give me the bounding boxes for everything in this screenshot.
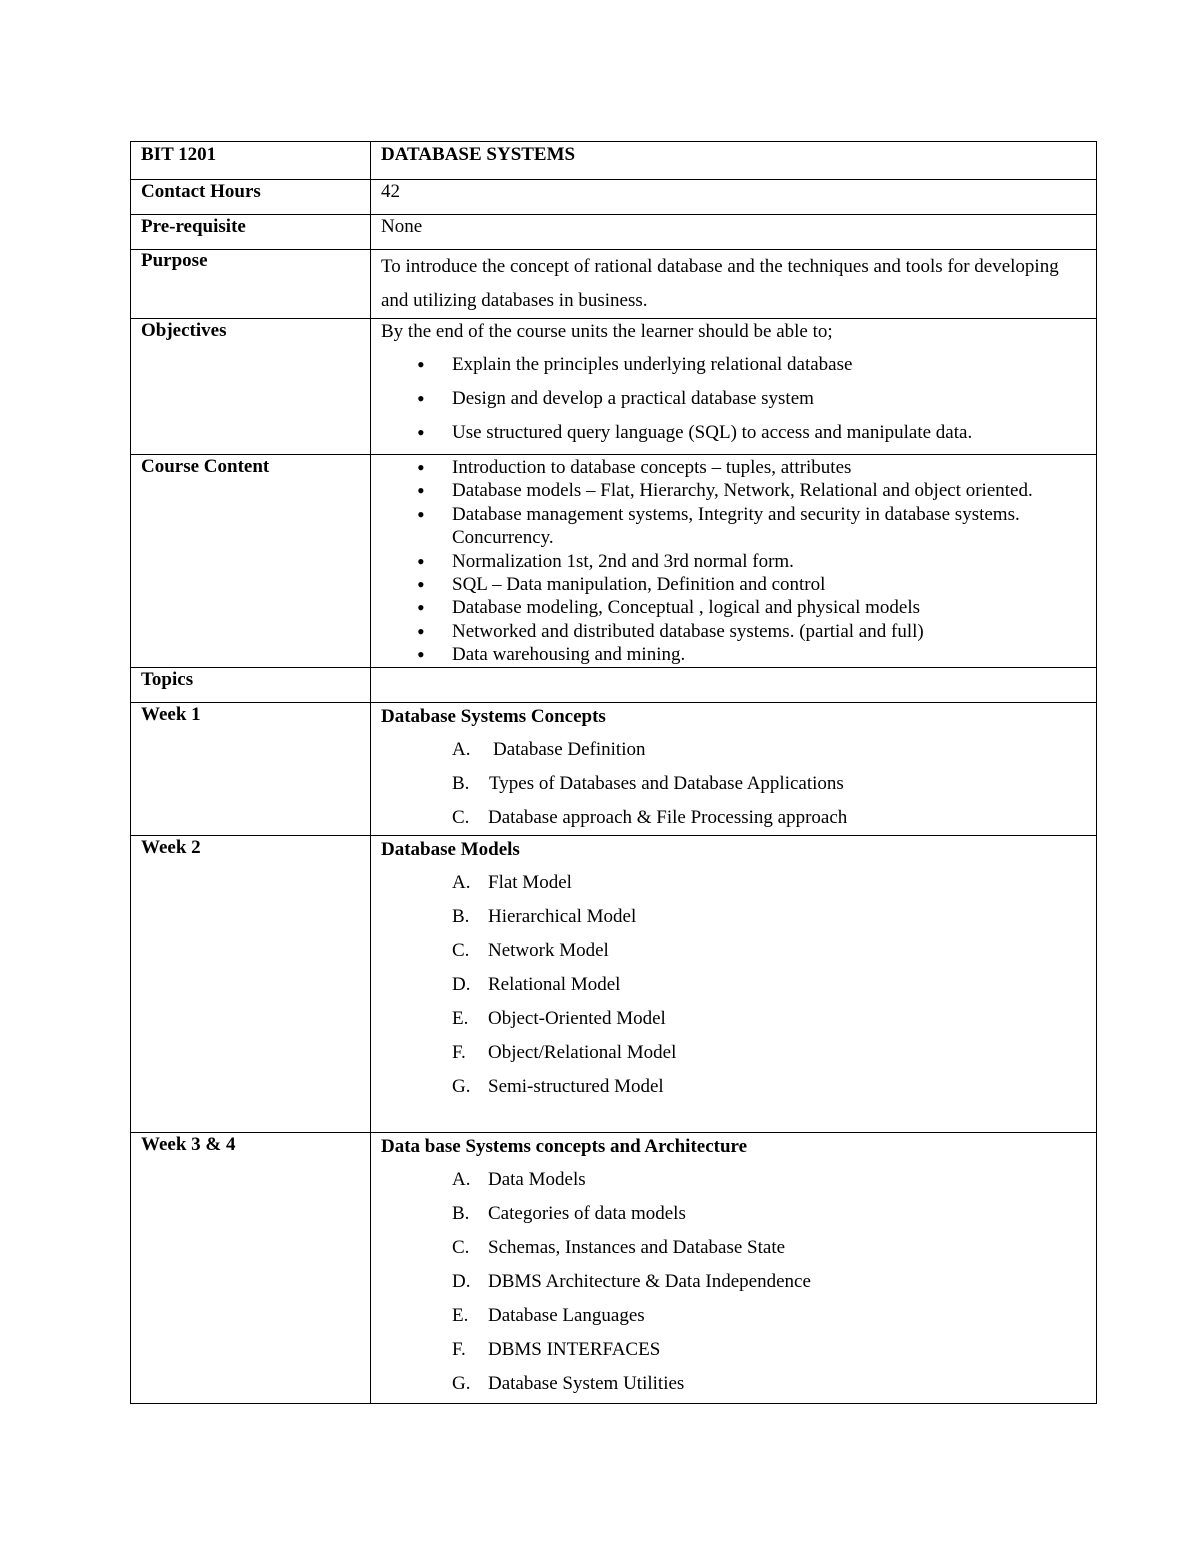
item-text: Database Definition [493,738,646,760]
item-marker: E. [452,1304,469,1326]
list-item: • Normalization 1st, 2nd and 3rd normal form. [381,550,1086,573]
item-marker: A. [452,1168,471,1190]
list-item: • Explain the principles underlying relational database [381,348,1086,382]
objectives-intro: By the end of the course units the learner should be able to; [381,321,833,342]
item-text: DBMS INTERFACES [488,1338,661,1360]
course-content-cell [371,455,1097,668]
item-marker: C. [452,939,470,961]
list-item [381,767,1086,801]
week-topic-list [381,1163,1086,1401]
course-content-row [131,455,1097,668]
list-item: • Database management systems, Integrity and security in database systems. Concurrency. [381,503,1086,550]
item-marker: B. [452,905,470,927]
list-item: • Data warehousing and mining. [381,643,1086,666]
list-item [381,968,1086,1002]
item-marker: A. [452,871,471,893]
contact-hours-value: 42 [371,180,1097,215]
item-text: Types of Databases and Database Applications [489,772,844,794]
week-topics-cell [371,835,1097,1132]
week-topics-cell [371,702,1097,835]
item-text: Network Model [488,939,609,961]
item-text: Semi-structured Model [488,1075,664,1097]
list-item [381,801,1086,835]
prerequisite-label: Pre-requisite [131,215,371,250]
week-topics-cell [371,1132,1097,1403]
purpose-text: To introduce the concept of rational database and the techniques and tools for developing and utilizing databases in business. [381,256,1059,311]
list-item [381,900,1086,934]
list-item [381,934,1086,968]
prerequisite-value: None [371,215,1097,250]
item-marker: B. [452,772,470,794]
list-item [381,1197,1086,1231]
week-row [131,1132,1097,1403]
objectives-row [131,319,1097,455]
list-item [381,1231,1086,1265]
item-marker: C. [452,1236,470,1258]
list-item [381,1333,1086,1367]
purpose-cell [371,250,1097,319]
item-marker: C. [452,806,470,828]
list-item: • Introduction to database concepts – tuples, attributes [381,456,1086,479]
list-item: • Networked and distributed database systems. (partial and full) [381,620,1086,643]
objectives-list [381,348,1086,450]
item-text: Object/Relational Model [488,1041,677,1063]
item-text: DBMS Architecture & Data Independence [488,1270,811,1292]
list-item: • Database models – Flat, Hierarchy, Network, Relational and object oriented. [381,479,1086,502]
course-code-row [131,142,1097,180]
list-item [381,1002,1086,1036]
item-text: Relational Model [488,973,621,995]
topics-row [131,667,1097,702]
item-marker: E. [452,1007,469,1029]
week-row [131,702,1097,835]
topics-label: Topics [131,667,371,702]
purpose-row [131,250,1097,319]
item-marker: G. [452,1075,471,1097]
item-marker: D. [452,1270,471,1292]
item-marker: G. [452,1372,471,1394]
week-label: Week 2 [131,835,371,1132]
course-content-list [381,456,1086,667]
prerequisite-row [131,215,1097,250]
item-text: Data Models [488,1168,586,1190]
course-content-label: Course Content [131,455,371,668]
list-item [381,866,1086,900]
week-heading: Database Systems Concepts [381,705,606,727]
item-text: Database Languages [488,1304,645,1326]
list-item [381,733,1086,767]
objectives-cell [371,319,1097,455]
item-text: Object-Oriented Model [488,1007,666,1029]
course-outline-table [130,141,1097,1404]
list-item: • Database modeling, Conceptual , logical and physical models [381,596,1086,619]
list-item [381,1265,1086,1299]
item-marker: F. [452,1338,466,1360]
item-text: Database System Utilities [488,1372,685,1394]
item-marker: F. [452,1041,466,1063]
list-item [381,1367,1086,1401]
item-marker: D. [452,973,471,995]
topics-value [371,667,1097,702]
item-marker: A. [452,738,471,760]
week-heading: Data base Systems concepts and Architecture [381,1135,748,1157]
item-text: Database approach & File Processing approach [488,806,848,828]
item-marker: B. [452,1202,470,1224]
list-item [381,1070,1086,1104]
week-topic-list [381,733,1086,835]
course-title: DATABASE SYSTEMS [371,142,1097,180]
list-item [381,1036,1086,1070]
item-text: Flat Model [488,871,572,893]
week-row [131,835,1097,1132]
item-text: Schemas, Instances and Database State [488,1236,786,1258]
list-item [381,1299,1086,1333]
week-heading: Database Models [381,838,520,860]
purpose-label: Purpose [131,250,371,319]
objectives-label: Objectives [131,319,371,455]
contact-hours-row [131,180,1097,215]
course-code: BIT 1201 [131,142,371,180]
item-text: Hierarchical Model [488,905,637,927]
week-label: Week 3 & 4 [131,1132,371,1403]
item-text: Categories of data models [488,1202,686,1224]
list-item: • SQL – Data manipulation, Definition and control [381,573,1086,596]
week-topic-list [381,866,1086,1104]
list-item: • Use structured query language (SQL) to access and manipulate data. [381,416,1086,450]
list-item [381,1163,1086,1197]
contact-hours-label: Contact Hours [131,180,371,215]
list-item: • Design and develop a practical database system [381,382,1086,416]
week-label: Week 1 [131,702,371,835]
